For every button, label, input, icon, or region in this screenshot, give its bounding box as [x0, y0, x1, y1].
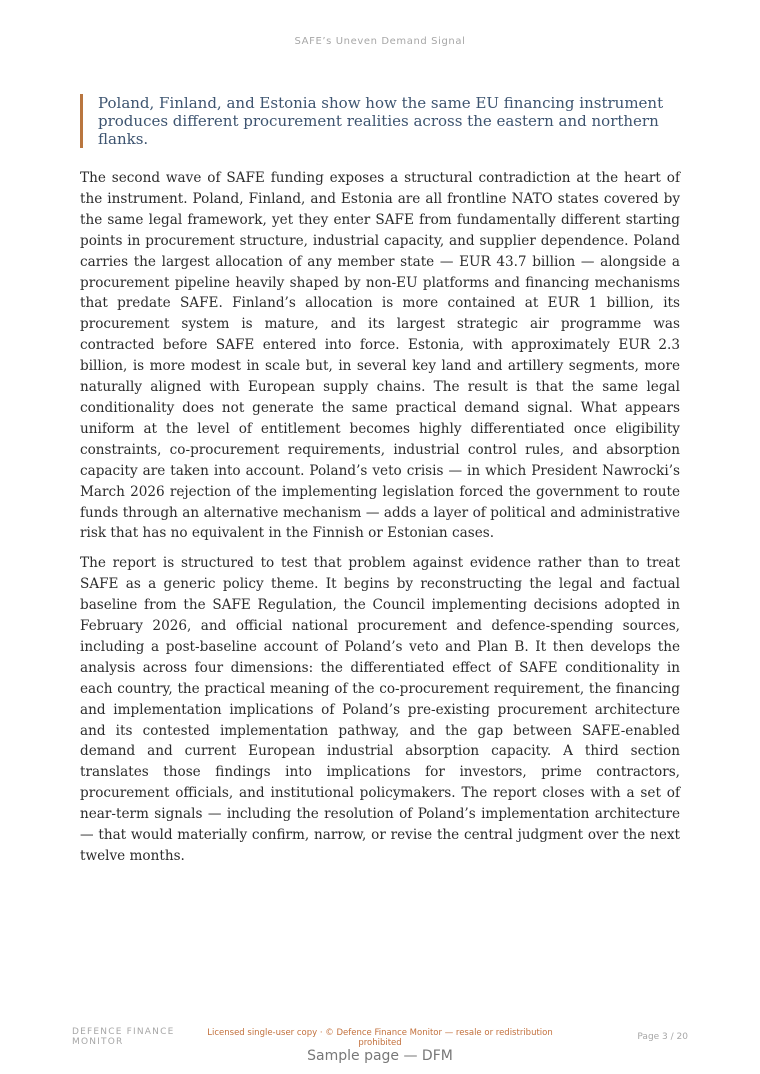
- body-text: [80, 168, 680, 876]
- footer-brand-line: DEFENCE FINANCE: [72, 1027, 175, 1037]
- page-number: Page 3 / 20: [637, 1032, 688, 1042]
- footer-brand-line: MONITOR: [72, 1037, 124, 1047]
- footer-brand: [72, 1027, 202, 1047]
- body-paragraph: The second wave of SAFE funding exposes a structural contradiction at the heart of the instrument. Poland, Finland, and Estonia are all frontline NATO states covered by the same legal framework, yet they enter SAFE from fundamentally different starting points in procurement structure, industrial capacity, and supplier dependence. Poland carries the largest allocation of any member state — EUR 43.7 billion — alongside a procurement pipeline heavily shaped by non-EU platforms and financing mechanisms that predate SAFE. Finland’s allocation is more contained at EUR 1 billion, its procurement system is mature, and its largest strategic air programme was contracted before SAFE entered into force. Estonia, with approximately EUR 2.3 billion, is more modest in scale but, in several key land and artillery segments, more naturally aligned with European supply chains. The result is that the same legal conditionality does not generate the same practical demand signal. What appears uniform at the level of entitlement becomes highly differentiated once eligibility constraints, co-procurement requirements, industrial control rules, and absorption capacity are taken into account. Poland’s veto crisis — in which President Nawrocki’s March 2026 rejection of the implementing legislation forced the government to route funds through an alternative mechanism — adds a layer of political and administrative risk that has no equivalent in the Finnish or Estonian cases.: [80, 170, 680, 542]
- body-paragraph: The report is structured to test that problem against evidence rather than to treat SAFE as a generic policy theme. It begins by reconstructing the legal and factual baseline from the SAFE Regulation, the Council implementing decisions adopted in February 2026, and official national procurement and defence-spending sources, including a post-baseline account of Poland’s veto and Plan B. It then develops the analysis across four dimensions: the differentiated effect of SAFE conditionality in each country, the practical meaning of the co-procurement requirement, the financing and implementation implications of Poland’s pre-existing procurement architecture and its contested implementation pathway, and the gap between SAFE-enabled demand and current European industrial absorption capacity. A third section translates those findings into implications for investors, prime contractors, procurement officials, and institutional policymakers. The report closes with a set of near-term signals — including the resolution of Poland’s implementation architecture — that would materially confirm, narrow, or revise the central judgment over the next twelve months.: [80, 555, 680, 864]
- pull-quote: Poland, Finland, and Estonia show how the same EU financing instrument produces different procurement realities across the eastern and northern flanks.: [80, 94, 678, 148]
- footer-license-notice: Licensed single-user copy · © Defence Finance Monitor — resale or redistribution prohibited: [207, 1028, 553, 1048]
- running-header: SAFE’s Uneven Demand Signal: [294, 36, 466, 47]
- sample-page-label: Sample page — DFM: [307, 1048, 453, 1064]
